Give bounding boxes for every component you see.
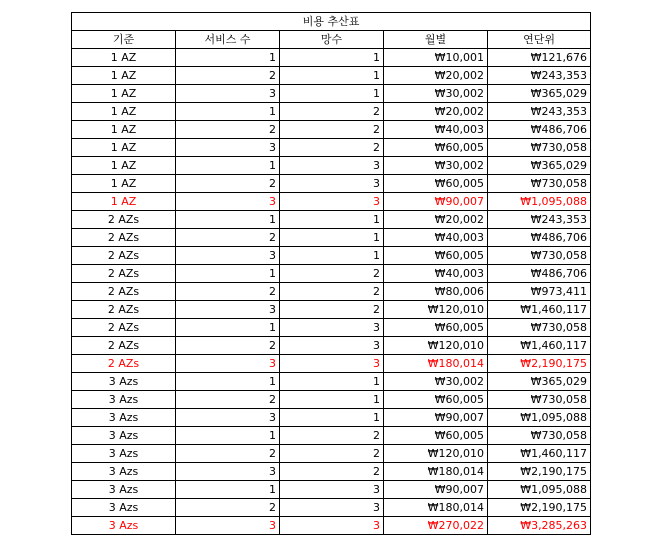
cell-service-count: 2 [176,121,280,139]
cell-network-count: 3 [280,337,384,355]
cell-monthly: ₩90,007 [384,481,488,499]
table-row [72,67,591,85]
cell-monthly: ₩270,022 [384,517,488,535]
cell-service-count: 3 [176,517,280,535]
cell-monthly: ₩60,005 [384,139,488,157]
cell-service-count: 2 [176,337,280,355]
table-row [72,49,591,67]
cell-annual: ₩730,058 [488,247,591,265]
cell-network-count: 2 [280,445,384,463]
cell-monthly: ₩120,010 [384,337,488,355]
cell-monthly: ₩60,005 [384,427,488,445]
cell-annual: ₩365,029 [488,373,591,391]
table-row [72,85,591,103]
cell-basis: 3 Azs [72,409,176,427]
header-network-count: 망수 [280,31,384,49]
cell-service-count: 1 [176,157,280,175]
cell-service-count: 2 [176,67,280,85]
cell-network-count: 2 [280,301,384,319]
cell-basis: 3 Azs [72,373,176,391]
cell-service-count: 1 [176,319,280,337]
cell-monthly: ₩30,002 [384,157,488,175]
table-row [72,463,591,481]
table-row [72,265,591,283]
cell-service-count: 3 [176,463,280,481]
cell-basis: 1 AZ [72,157,176,175]
cell-network-count: 1 [280,409,384,427]
cell-monthly: ₩20,002 [384,211,488,229]
table-row [72,391,591,409]
cell-basis: 3 Azs [72,463,176,481]
table-row [72,175,591,193]
cell-monthly: ₩90,007 [384,193,488,211]
cell-monthly: ₩20,002 [384,103,488,121]
header-monthly: 월별 [384,31,488,49]
cell-network-count: 1 [280,373,384,391]
cell-monthly: ₩60,005 [384,391,488,409]
cell-monthly: ₩120,010 [384,301,488,319]
cell-monthly: ₩90,007 [384,409,488,427]
cell-annual: ₩1,095,088 [488,409,591,427]
cell-annual: ₩486,706 [488,121,591,139]
cell-monthly: ₩180,014 [384,463,488,481]
cell-annual: ₩365,029 [488,157,591,175]
cell-annual: ₩243,353 [488,67,591,85]
table-row [72,193,591,211]
table-row [72,283,591,301]
cell-monthly: ₩40,003 [384,229,488,247]
table-row [72,319,591,337]
table-row [72,211,591,229]
cell-annual: ₩730,058 [488,427,591,445]
table-row [72,229,591,247]
cell-network-count: 3 [280,481,384,499]
cell-annual: ₩730,058 [488,391,591,409]
cell-annual: ₩1,095,088 [488,481,591,499]
cell-monthly: ₩10,001 [384,49,488,67]
cell-service-count: 1 [176,265,280,283]
cell-basis: 1 AZ [72,49,176,67]
table-title-row [72,13,591,31]
table-row [72,445,591,463]
cell-basis: 3 Azs [72,517,176,535]
cell-annual: ₩730,058 [488,175,591,193]
cell-basis: 1 AZ [72,121,176,139]
cell-network-count: 2 [280,427,384,445]
cell-network-count: 3 [280,175,384,193]
cell-service-count: 3 [176,139,280,157]
table-row [72,409,591,427]
cell-basis: 1 AZ [72,139,176,157]
cell-basis: 3 Azs [72,391,176,409]
table-body [72,49,591,535]
column-header-row [72,31,591,49]
cell-annual: ₩1,460,117 [488,445,591,463]
cell-service-count: 2 [176,283,280,301]
cell-service-count: 3 [176,301,280,319]
cell-monthly: ₩60,005 [384,247,488,265]
header-basis: 기준 [72,31,176,49]
cell-basis: 3 Azs [72,427,176,445]
cell-service-count: 1 [176,49,280,67]
cell-basis: 3 Azs [72,481,176,499]
cell-basis: 2 AZs [72,265,176,283]
cell-annual: ₩1,095,088 [488,193,591,211]
cell-monthly: ₩60,005 [384,319,488,337]
table-row [72,517,591,535]
cell-annual: ₩973,411 [488,283,591,301]
table-row [72,355,591,373]
cell-network-count: 3 [280,517,384,535]
table-row [72,301,591,319]
cell-annual: ₩486,706 [488,265,591,283]
cell-monthly: ₩180,014 [384,499,488,517]
cell-basis: 2 AZs [72,355,176,373]
table-row [72,427,591,445]
cell-basis: 2 AZs [72,211,176,229]
cell-service-count: 1 [176,211,280,229]
cell-network-count: 3 [280,319,384,337]
table-row [72,157,591,175]
cell-service-count: 3 [176,409,280,427]
cell-service-count: 3 [176,193,280,211]
cell-basis: 3 Azs [72,445,176,463]
cell-annual: ₩730,058 [488,139,591,157]
cost-estimate-table [71,12,591,535]
table-title: 비용 추산표 [72,13,591,31]
cell-basis: 1 AZ [72,103,176,121]
table-row [72,373,591,391]
cell-monthly: ₩80,006 [384,283,488,301]
cell-basis: 2 AZs [72,301,176,319]
cell-annual: ₩486,706 [488,229,591,247]
cell-basis: 2 AZs [72,229,176,247]
cell-basis: 1 AZ [72,175,176,193]
cell-network-count: 3 [280,355,384,373]
cell-service-count: 2 [176,391,280,409]
cell-network-count: 2 [280,103,384,121]
cell-basis: 2 AZs [72,283,176,301]
cell-service-count: 1 [176,427,280,445]
table-row [72,103,591,121]
cell-annual: ₩730,058 [488,319,591,337]
cell-annual: ₩2,190,175 [488,355,591,373]
cell-service-count: 3 [176,247,280,265]
header-annual: 연단위 [488,31,591,49]
cell-annual: ₩243,353 [488,211,591,229]
cell-service-count: 2 [176,499,280,517]
table-row [72,499,591,517]
table-row [72,121,591,139]
cell-monthly: ₩120,010 [384,445,488,463]
cell-network-count: 1 [280,391,384,409]
cell-basis: 2 AZs [72,319,176,337]
cell-network-count: 2 [280,283,384,301]
cell-service-count: 3 [176,355,280,373]
cell-service-count: 1 [176,373,280,391]
cell-annual: ₩3,285,263 [488,517,591,535]
cell-monthly: ₩40,003 [384,121,488,139]
cell-service-count: 2 [176,229,280,247]
cell-basis: 1 AZ [72,193,176,211]
cell-annual: ₩2,190,175 [488,499,591,517]
cell-service-count: 3 [176,85,280,103]
header-service-count: 서비스 수 [176,31,280,49]
cell-service-count: 2 [176,175,280,193]
table-row [72,247,591,265]
cell-network-count: 1 [280,247,384,265]
cell-basis: 2 AZs [72,247,176,265]
cell-basis: 1 AZ [72,67,176,85]
cell-monthly: ₩30,002 [384,373,488,391]
cell-basis: 1 AZ [72,85,176,103]
cell-monthly: ₩40,003 [384,265,488,283]
cell-network-count: 3 [280,157,384,175]
cell-network-count: 1 [280,49,384,67]
cell-annual: ₩1,460,117 [488,301,591,319]
cell-network-count: 1 [280,229,384,247]
cell-monthly: ₩20,002 [384,67,488,85]
cell-network-count: 1 [280,85,384,103]
cell-annual: ₩243,353 [488,103,591,121]
cell-network-count: 1 [280,67,384,85]
cell-monthly: ₩180,014 [384,355,488,373]
table-row [72,139,591,157]
table-row [72,337,591,355]
cell-annual: ₩2,190,175 [488,463,591,481]
cell-network-count: 2 [280,139,384,157]
cell-service-count: 2 [176,445,280,463]
cell-network-count: 2 [280,121,384,139]
cell-network-count: 3 [280,193,384,211]
cell-basis: 2 AZs [72,337,176,355]
table-row [72,481,591,499]
cell-annual: ₩121,676 [488,49,591,67]
cell-service-count: 1 [176,103,280,121]
cell-network-count: 2 [280,463,384,481]
cell-monthly: ₩30,002 [384,85,488,103]
cell-basis: 3 Azs [72,499,176,517]
cell-network-count: 3 [280,499,384,517]
cell-annual: ₩1,460,117 [488,337,591,355]
cell-service-count: 1 [176,481,280,499]
cell-annual: ₩365,029 [488,85,591,103]
cell-network-count: 2 [280,265,384,283]
cell-network-count: 1 [280,211,384,229]
cell-monthly: ₩60,005 [384,175,488,193]
